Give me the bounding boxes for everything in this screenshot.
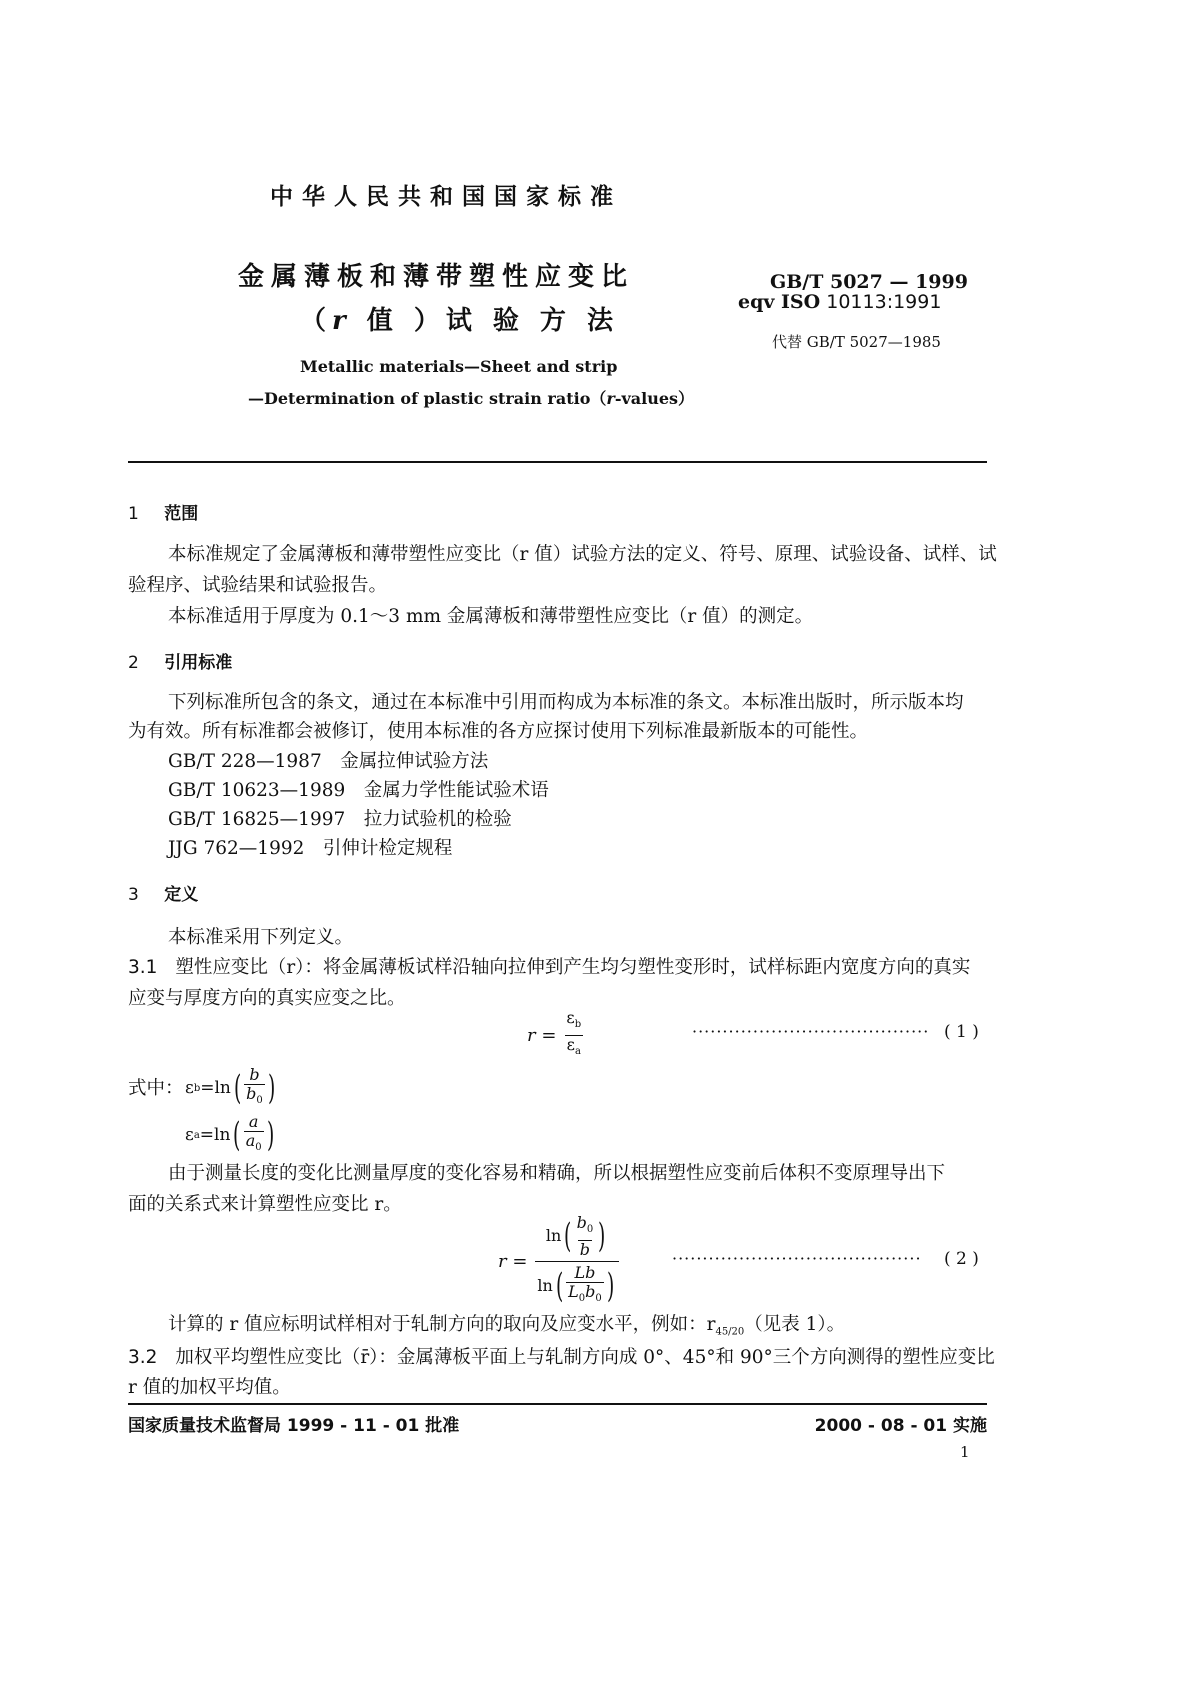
title-r-symbol: r bbox=[332, 306, 352, 336]
subsection-number: 3.2 bbox=[128, 1347, 158, 1368]
header-divider bbox=[128, 461, 987, 463]
s3-intro: 本标准采用下列定义。 bbox=[168, 927, 354, 948]
eqv-code: 10113:1991 bbox=[826, 291, 942, 313]
s1-paragraph-line2: 验程序、试验结果和试验报告。 bbox=[128, 575, 388, 596]
eq1-numerator: $\varepsilon_b$ bbox=[566, 1008, 582, 1031]
eq2-number: ( 2 ) bbox=[944, 1249, 979, 1269]
where-label: 式中： bbox=[128, 1078, 184, 1099]
section-title: 引用标准 bbox=[164, 653, 233, 673]
section-number: 2 bbox=[128, 653, 139, 673]
page-number: 1 bbox=[960, 1443, 970, 1461]
replaces-standard: 代替 GB/T 5027—1985 bbox=[772, 333, 941, 351]
s2-paragraph-line2: 为有效。所有标准都会被修订，使用本标准的各方应探讨使用下列标准最新版本的可能性。 bbox=[128, 721, 869, 742]
eq1-number: ( 1 ) bbox=[944, 1022, 979, 1042]
eps-b-definition: ε b =ln ( $\frac{b}{b_0}$ ) bbox=[185, 1066, 278, 1110]
section-2-heading bbox=[128, 648, 232, 673]
implementation-date: 2000 - 08 - 01 实施 bbox=[814, 1416, 987, 1436]
title-cn-line2: （r 值 ）试 验 方 法 bbox=[300, 306, 619, 336]
section-number: 1 bbox=[128, 504, 139, 524]
standard-code: GB/T 5027 — 1999 bbox=[770, 271, 968, 293]
eq1-fraction bbox=[564, 1009, 583, 1060]
eq2-fraction: ln ( $\frac{b_0}{b}$ ) ln ( $\frac{Lb}{L_0b_0}$ ) bbox=[535, 1214, 619, 1307]
equation-1 bbox=[527, 1008, 583, 1057]
eq2-lhs: r = bbox=[498, 1250, 528, 1272]
s32-line2: r 值的加权平均值。 bbox=[128, 1377, 291, 1398]
title-en-line1: Metallic materials—Sheet and strip bbox=[300, 357, 618, 376]
eq2-leader-dots: ········································· bbox=[672, 1249, 922, 1268]
s1-paragraph-line1: 本标准规定了金属薄板和薄带塑性应变比（r 值）试验方法的定义、符号、原理、试验设备、试样、试 bbox=[168, 544, 997, 565]
section-title: 定义 bbox=[164, 885, 199, 905]
explain-line1: 由于测量长度的变化比测量厚度的变化容易和精确，所以根据塑性应变前后体积不变原理导出下 bbox=[168, 1163, 946, 1184]
section-1-heading bbox=[128, 499, 198, 524]
section-title: 范围 bbox=[164, 504, 199, 524]
section-3-heading bbox=[128, 880, 198, 905]
subsection-number: 3.1 bbox=[128, 957, 158, 978]
title-en-post: -values） bbox=[614, 389, 695, 408]
eps-a-fraction: $\frac{a}{a_0}$ bbox=[244, 1113, 264, 1157]
eq1-lhs: r = bbox=[527, 1024, 557, 1046]
explain-line2: 面的关系式来计算塑性应变比 r。 bbox=[128, 1194, 402, 1215]
s31-line1 bbox=[128, 952, 970, 983]
reference-item: GB/T 228—1987 金属拉伸试验方法 bbox=[168, 751, 489, 772]
s2-paragraph-line1: 下列标准所包含的条文，通过在本标准中引用而构成为本标准的条文。本标准出版时，所示版本均 bbox=[168, 692, 964, 713]
section-number: 3 bbox=[128, 885, 139, 905]
eps-b-fraction: $\frac{b}{b_0}$ bbox=[244, 1066, 265, 1110]
calc-note: 计算的 r 值应标明试样相对于轧制方向的取向及应变水平，例如：$r_{45/20}$（见表 1）。 bbox=[168, 1314, 846, 1338]
eq1-leader-dots: ······································· bbox=[692, 1022, 930, 1041]
title-en-line2 bbox=[248, 386, 694, 409]
calc-note-subscript: 45/20 bbox=[715, 1326, 745, 1338]
reference-item: GB/T 16825—1997 拉力试验机的检验 bbox=[168, 809, 512, 830]
title-cn-rest: 值 ）试 验 方 法 bbox=[351, 306, 619, 336]
eqv-prefix: eqv ISO bbox=[738, 291, 821, 313]
s1-paragraph-2: 本标准适用于厚度为 0.1～3 mm 金属薄板和薄带塑性应变比（r 值）的测定。 bbox=[168, 606, 814, 627]
reference-item: GB/T 10623—1989 金属力学性能试验术语 bbox=[168, 780, 549, 801]
title-cn-line1: 金属薄板和薄带塑性应变比 bbox=[238, 262, 635, 292]
footer-divider bbox=[128, 1403, 987, 1405]
title-en-r: r bbox=[606, 389, 615, 408]
approval-line: 国家质量技术监督局 1999 - 11 - 01 批准 bbox=[128, 1416, 460, 1436]
s32-text: 加权平均塑性应变比（r̄）：金属薄板平面上与轧制方向成 0°、45°和 90°三个方向测得的塑性应变比 bbox=[175, 1347, 995, 1368]
equation-2 bbox=[498, 1213, 619, 1306]
eps-a-definition: ε a =ln ( $\frac{a}{a_0}$ ) bbox=[185, 1113, 277, 1157]
eq1-denominator: $\varepsilon_a$ bbox=[565, 1035, 583, 1061]
standard-org: 中华人民共和国国家标准 bbox=[270, 184, 622, 210]
s32-line1 bbox=[128, 1342, 995, 1373]
s31-text: 塑性应变比（r）：将金属薄板试样沿轴向拉伸到产生均匀塑性变形时，试样标距内宽度方向的真实 bbox=[175, 957, 971, 978]
title-en-pre: —Determination of plastic strain ratio（ bbox=[248, 389, 607, 408]
s31-line2: 应变与厚度方向的真实应变之比。 bbox=[128, 988, 406, 1009]
eqv-iso bbox=[738, 291, 941, 313]
reference-item: JJG 762—1992 引伸计检定规程 bbox=[168, 838, 453, 859]
